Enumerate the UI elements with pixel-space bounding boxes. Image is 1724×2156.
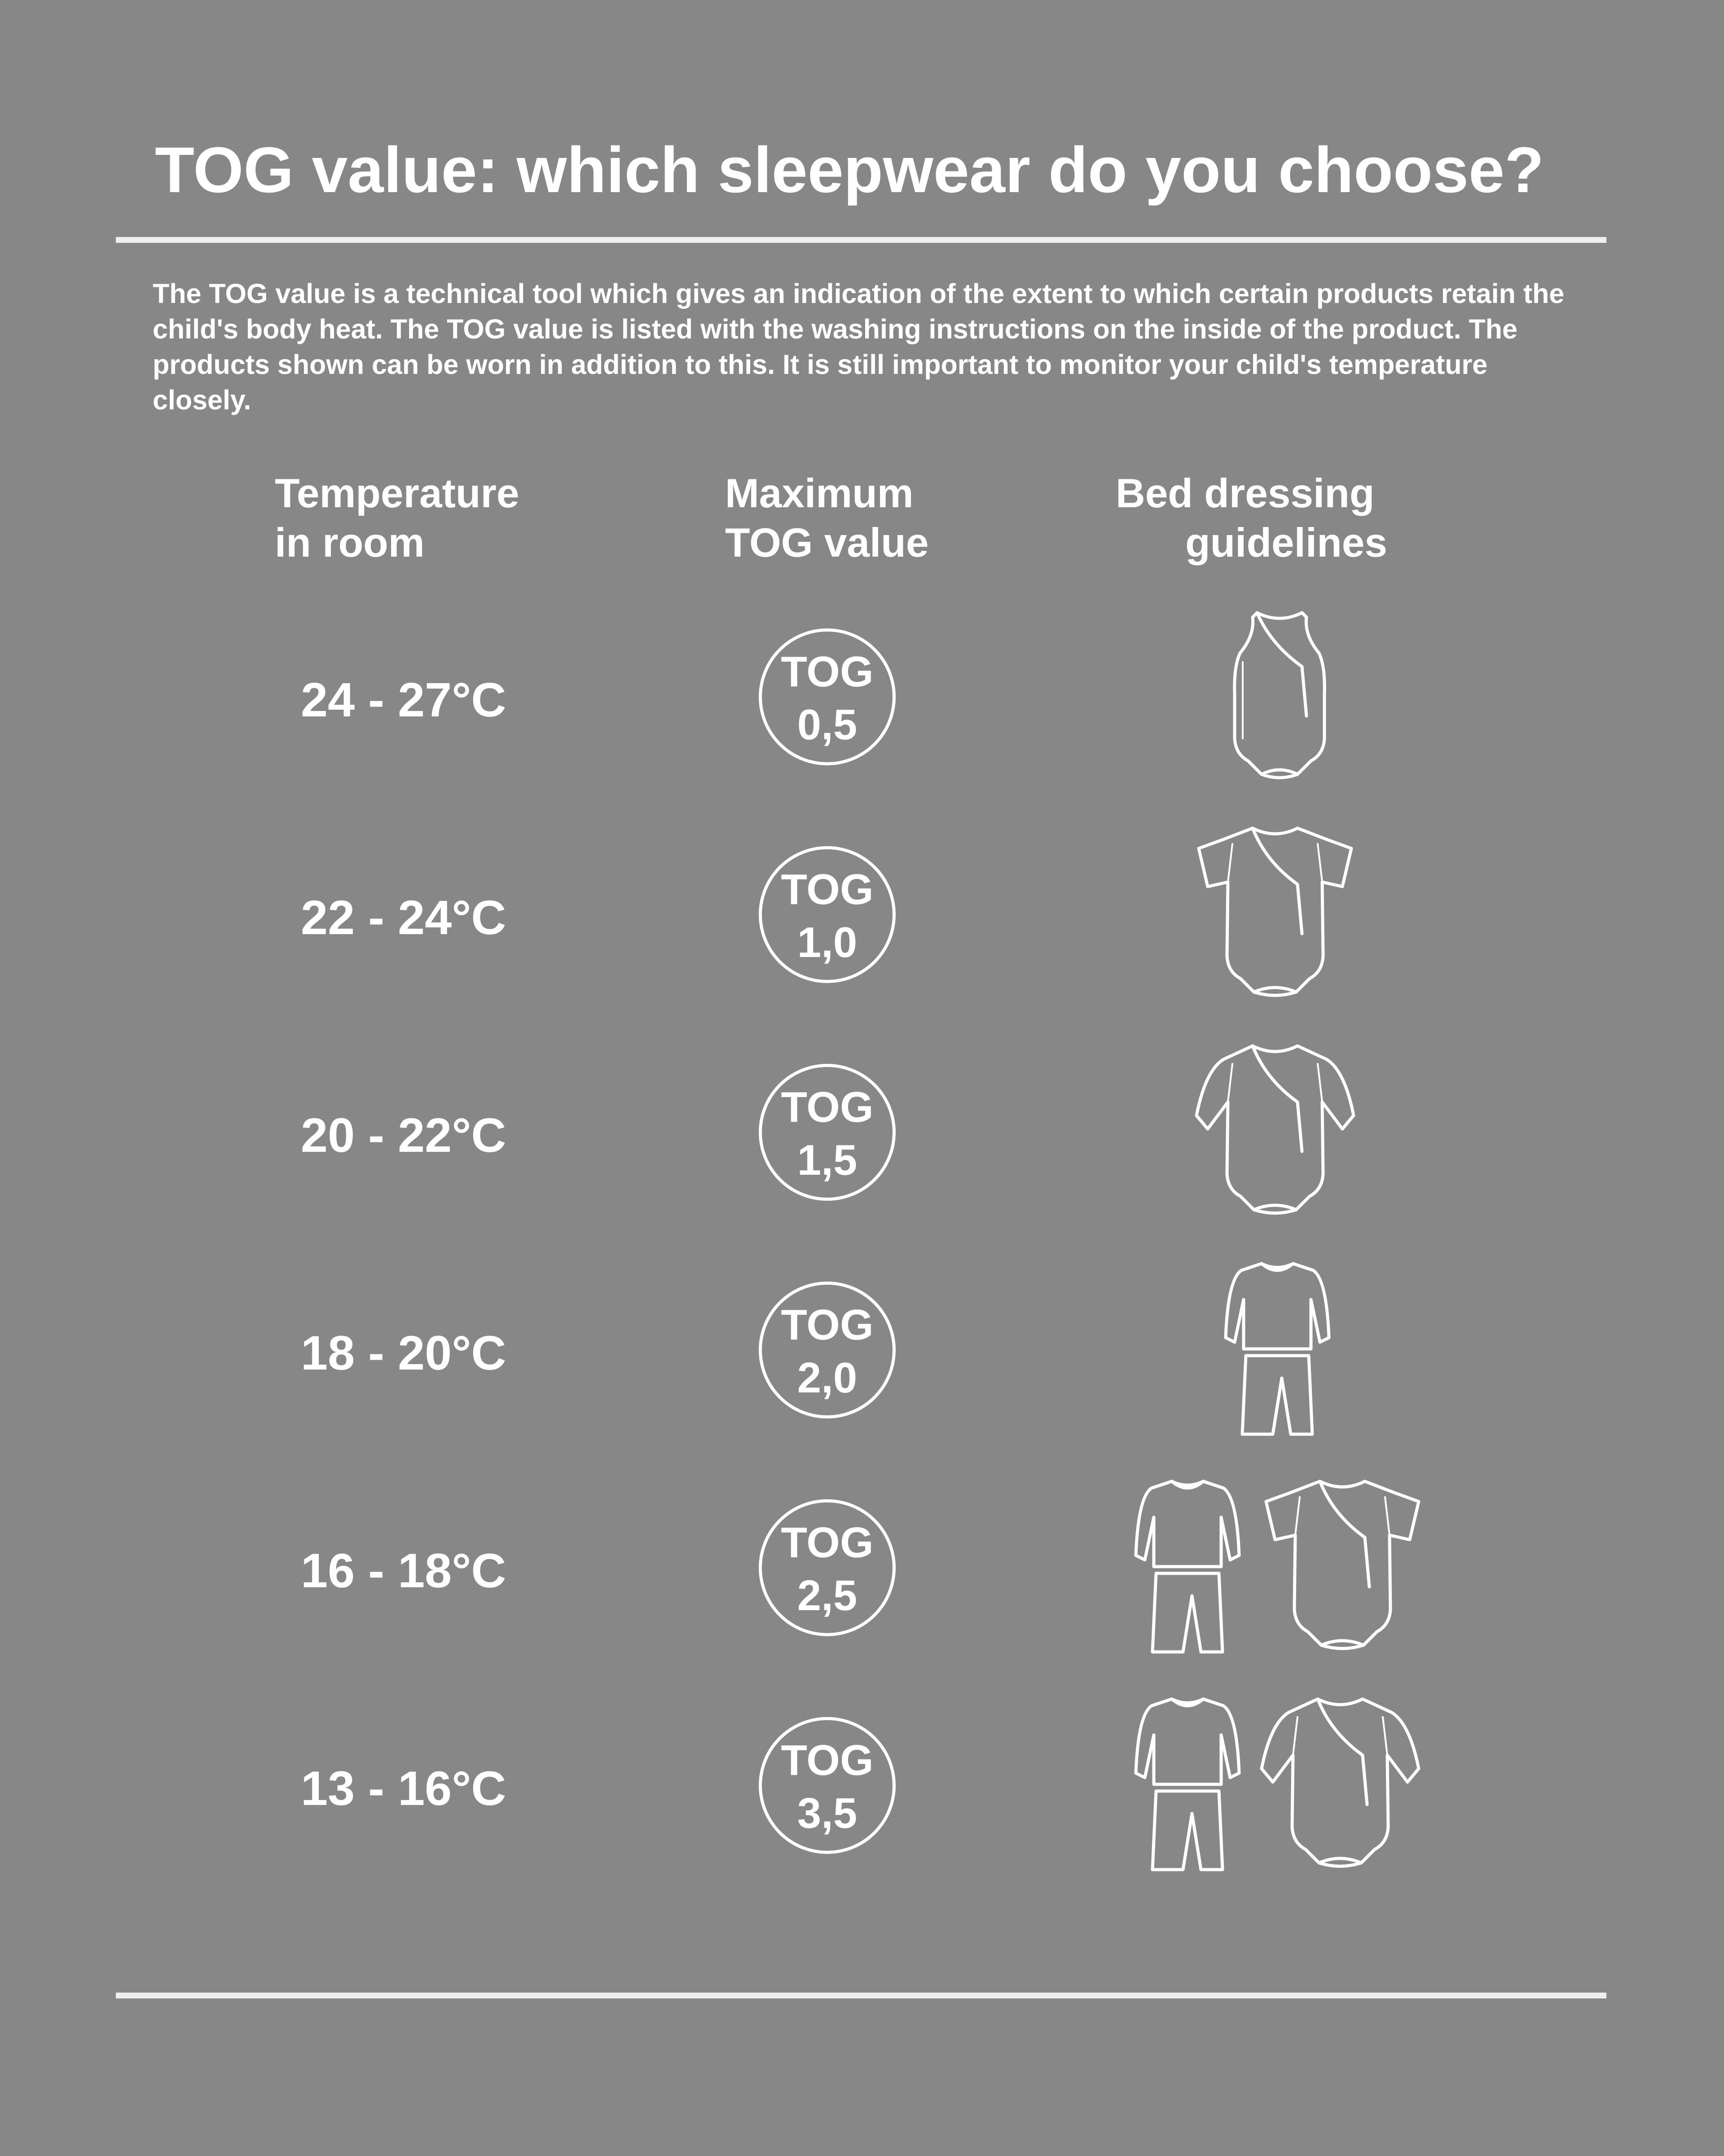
tog-value: 0,5 [797,701,858,749]
table-row [0,821,1724,1010]
tog-badge [759,846,896,983]
tog-label: TOG [781,1301,874,1349]
header-tog-line-2: TOG value [725,520,929,566]
header-guidelines [1116,469,1387,568]
table-row [0,604,1724,792]
short-sleeve-bodysuit-icon [1259,1475,1425,1663]
pajama-set-icon [1129,1692,1246,1881]
tog-label: TOG [781,865,874,913]
pajama-set-icon [1219,1257,1336,1445]
temperature-range: 16 - 18°C [301,1543,506,1598]
long-sleeve-bodysuit-icon [1190,1039,1360,1228]
tog-label: TOG [781,1736,874,1784]
temperature-range: 24 - 27°C [301,672,506,727]
temperature-range: 22 - 24°C [301,890,506,944]
temperature-range: 18 - 20°C [301,1326,506,1380]
table-row [0,1475,1724,1663]
tog-value: 1,5 [797,1136,858,1184]
pajama-set-icon [1129,1475,1246,1663]
page-title: TOG value: which sleepwear do you choose? [155,134,1544,206]
tog-label: TOG [781,1083,874,1131]
header-guidelines-line-2: guidelines [1185,520,1388,566]
tog-badge [759,1717,896,1854]
short-sleeve-bodysuit-icon [1192,821,1358,1010]
tog-badge [759,1499,896,1636]
header-tog [725,469,929,568]
top-divider [116,237,1606,243]
tog-label: TOG [781,1519,874,1567]
sleeveless-bodysuit-icon [1212,604,1347,792]
header-temperature-line-2: in room [275,520,425,566]
tog-value: 1,0 [797,918,858,966]
tog-badge [759,1064,896,1201]
table-row [0,1692,1724,1881]
table-row [0,1039,1724,1228]
intro-text: The TOG value is a technical tool which gives an indication of the extent to which certain products retain the child's body heat. The TOG value is listed with the washing instructions on the inside of the product. The products shown can be worn in addition to this. It is still important to monitor your child's temperature closely. [153,278,1565,415]
bottom-divider [116,1993,1606,1998]
temperature-range: 20 - 22°C [301,1108,506,1162]
header-guidelines-line-1: Bed dressing [1116,471,1375,516]
table-row [0,1257,1724,1445]
long-sleeve-bodysuit-icon [1255,1692,1425,1881]
tog-badge [759,1282,896,1418]
header-temperature [275,469,519,568]
tog-value: 2,0 [797,1354,858,1402]
temperature-range: 13 - 16°C [301,1761,506,1815]
tog-label: TOG [781,648,874,696]
header-tog-line-1: Maximum [725,471,914,516]
tog-value: 2,5 [797,1572,858,1620]
header-temperature-line-1: Temperature [275,471,519,516]
tog-badge [759,628,896,765]
tog-value: 3,5 [797,1789,858,1837]
